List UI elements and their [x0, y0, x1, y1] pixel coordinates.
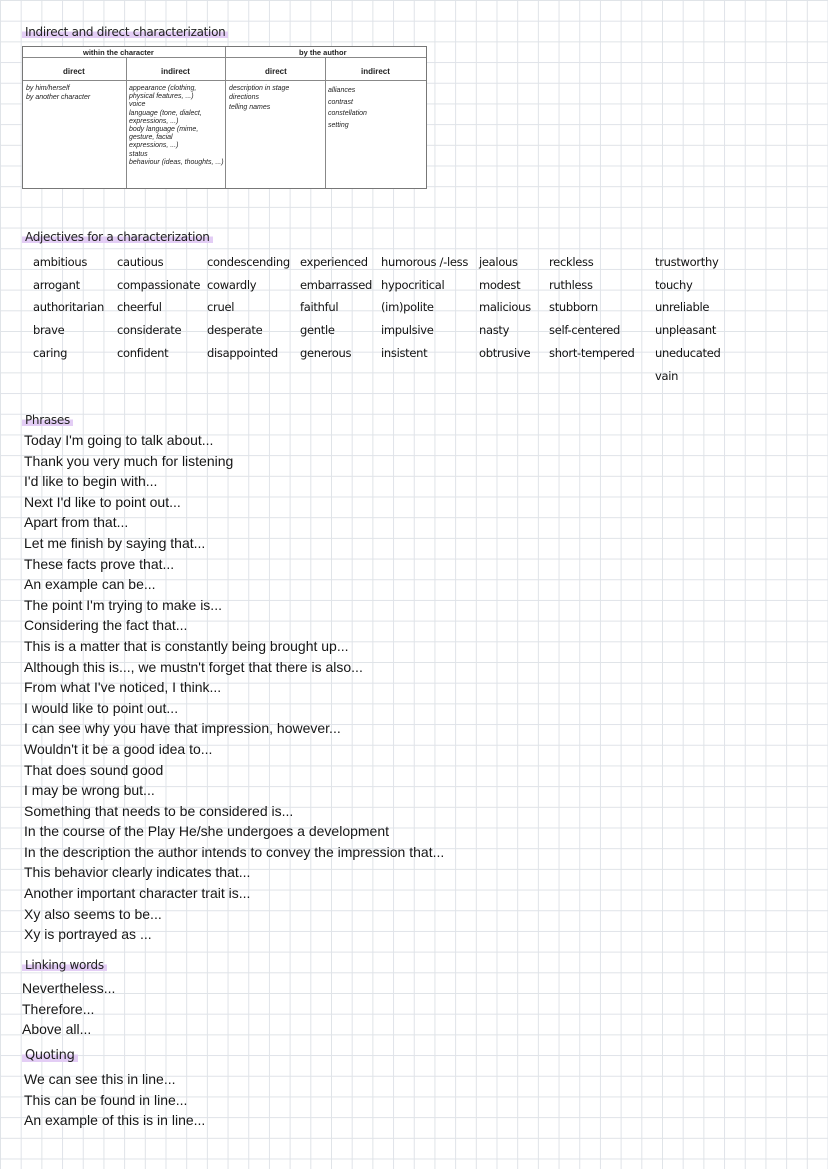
list-item: Considering the fact that...	[24, 617, 188, 634]
adjective: humorous /-less	[381, 255, 469, 269]
list-item: From what I've noticed, I think...	[24, 679, 222, 696]
list-item: Next I'd like to point out...	[24, 493, 181, 510]
list-item: Apart from that...	[24, 514, 129, 531]
phrases-heading	[22, 413, 73, 427]
adjective: reckless	[549, 255, 594, 269]
col-direct-author: direct	[265, 67, 287, 76]
cell-line: directions	[229, 93, 259, 101]
list-item: This can be found in line...	[24, 1091, 188, 1108]
adjective: condescending	[207, 255, 290, 269]
cell-line: expressions, ...)	[129, 142, 179, 150]
list-item: Another important character trait is...	[24, 885, 251, 902]
adjective: embarrassed	[300, 278, 372, 292]
adjective: self-centered	[549, 323, 621, 337]
adjective: experienced	[300, 255, 368, 269]
list-item: That does sound good	[24, 761, 164, 778]
cell-line: status	[129, 150, 148, 158]
adjective: gentle	[300, 323, 335, 337]
cell-line: voice	[129, 101, 146, 109]
adjective: cautious	[117, 255, 164, 269]
adjective: generous	[300, 346, 352, 360]
adjective: considerate	[117, 323, 182, 337]
list-item: In the description the author intends to convey the impression that...	[24, 843, 445, 860]
list-item: I may be wrong but...	[24, 782, 155, 799]
quoting-heading-text: Quoting	[22, 1048, 78, 1063]
table-rule-header	[23, 80, 426, 81]
list-item: This is a matter that is constantly being brought up...	[24, 637, 349, 654]
adjective: cowardly	[207, 278, 257, 292]
list-item: We can see this in line...	[24, 1071, 176, 1087]
adjective: unpleasant	[655, 323, 717, 337]
cell-line: language (tone, dialect,	[129, 109, 202, 117]
adjective: uneducated	[655, 346, 721, 360]
adjective: jealous	[479, 255, 518, 269]
adjective: cruel	[207, 300, 235, 314]
cell-line: setting	[328, 121, 349, 129]
adjective: (im)polite	[381, 300, 434, 314]
within-character-header: within the character	[83, 48, 154, 57]
by-author-header: by the author	[299, 48, 347, 57]
adjective: ruthless	[549, 278, 593, 292]
list-item: Although this is..., we mustn't forget that there is also...	[24, 658, 363, 675]
list-item: Today I'm going to talk about...	[24, 432, 214, 448]
list-item: Something that needs to be considered is...	[24, 802, 294, 819]
cell-author-direct	[229, 85, 289, 113]
list-item: Therefore...	[22, 1000, 95, 1017]
list-item: I'd like to begin with...	[24, 473, 158, 490]
adjective: compassionate	[117, 278, 201, 292]
list-item: I can see why you have that impression, however...	[24, 720, 341, 737]
quoting-heading	[22, 1048, 78, 1063]
linking-words-list	[22, 978, 115, 1040]
cell-line: description in stage	[229, 85, 290, 92]
list-item: An example can be...	[24, 576, 156, 593]
list-item: Thank you very much for listening	[24, 452, 234, 469]
adjective: ambitious	[33, 255, 88, 269]
quoting-list	[24, 1069, 205, 1131]
col-direct-within: direct	[63, 67, 85, 76]
cell-line: expressions, ...)	[129, 117, 179, 125]
table-divider-center	[225, 47, 226, 188]
adjective: modest	[479, 278, 521, 292]
adjectives-heading	[22, 230, 213, 244]
page-title-text: Indirect and direct characterization	[22, 25, 228, 39]
table-rule-top	[23, 57, 426, 58]
cell-line: body language (mime,	[129, 126, 199, 134]
adjective: short-tempered	[549, 346, 635, 360]
characterization-table	[22, 46, 427, 189]
adjective: confident	[117, 346, 169, 360]
cell-line: gesture, facial	[129, 134, 173, 142]
adjective: disappointed	[207, 346, 278, 360]
list-item: Wouldn't it be a good idea to...	[24, 740, 213, 757]
cell-line: constellation	[328, 110, 367, 117]
adjective: brave	[33, 323, 65, 337]
adjective: malicious	[479, 300, 531, 314]
col-indirect-within: indirect	[161, 67, 190, 76]
cell-line: by him/herself	[26, 85, 70, 92]
adjective: nasty	[479, 323, 510, 337]
list-item: This behavior clearly indicates that...	[24, 864, 251, 881]
cell-line: behaviour (ideas, thoughts, ...)	[129, 158, 224, 166]
linking-words-heading	[22, 958, 107, 972]
cell-line: by another character	[26, 93, 91, 101]
cell-line: alliances	[328, 87, 356, 94]
phrases-list	[24, 430, 444, 945]
adjective: stubborn	[549, 300, 598, 314]
adjectives-heading-text: Adjectives for a characterization	[22, 230, 213, 244]
cell-line: telling names	[229, 104, 271, 112]
adjective: cheerful	[117, 300, 162, 314]
list-item: These facts prove that...	[24, 555, 175, 572]
cell-line: physical features, ...)	[129, 93, 194, 101]
adjective: insistent	[381, 346, 428, 360]
cell-line: contrast	[328, 98, 353, 106]
table-divider-left	[126, 57, 127, 188]
adjective: caring	[33, 346, 68, 360]
list-item: I would like to point out...	[24, 699, 179, 716]
list-item: In the course of the Play He/she undergoes a development	[24, 823, 390, 840]
adjective: unreliable	[655, 300, 710, 314]
adjective: trustworthy	[655, 255, 719, 269]
cell-line: appearance (clothing,	[129, 85, 197, 92]
list-item: Nevertheless...	[22, 980, 116, 996]
phrases-heading-text: Phrases	[22, 413, 73, 427]
adjective: authoritarian	[33, 300, 105, 314]
page-title	[22, 25, 228, 39]
list-item: An example of this is in line...	[24, 1112, 206, 1129]
adjective: vain	[655, 369, 679, 383]
list-item: The point I'm trying to make is...	[24, 596, 222, 613]
adjective: obtrusive	[479, 346, 531, 360]
linking-words-heading-text: Linking words	[22, 958, 107, 972]
list-item: Xy is portrayed as ...	[24, 926, 152, 943]
adjective: desperate	[207, 323, 263, 337]
list-item: Above all...	[22, 1021, 92, 1038]
col-indirect-author: indirect	[361, 67, 390, 76]
table-divider-right	[325, 57, 326, 188]
adjective: impulsive	[381, 323, 434, 337]
adjective: hypocritical	[381, 278, 445, 292]
adjective: faithful	[300, 300, 339, 314]
adjective: touchy	[655, 278, 693, 292]
list-item: Let me finish by saying that...	[24, 534, 206, 551]
cell-within-direct	[26, 85, 90, 102]
cell-author-indirect	[328, 85, 367, 131]
cell-within-indirect	[129, 85, 224, 167]
adjective: arrogant	[33, 278, 80, 292]
list-item: Xy also seems to be...	[24, 905, 162, 922]
